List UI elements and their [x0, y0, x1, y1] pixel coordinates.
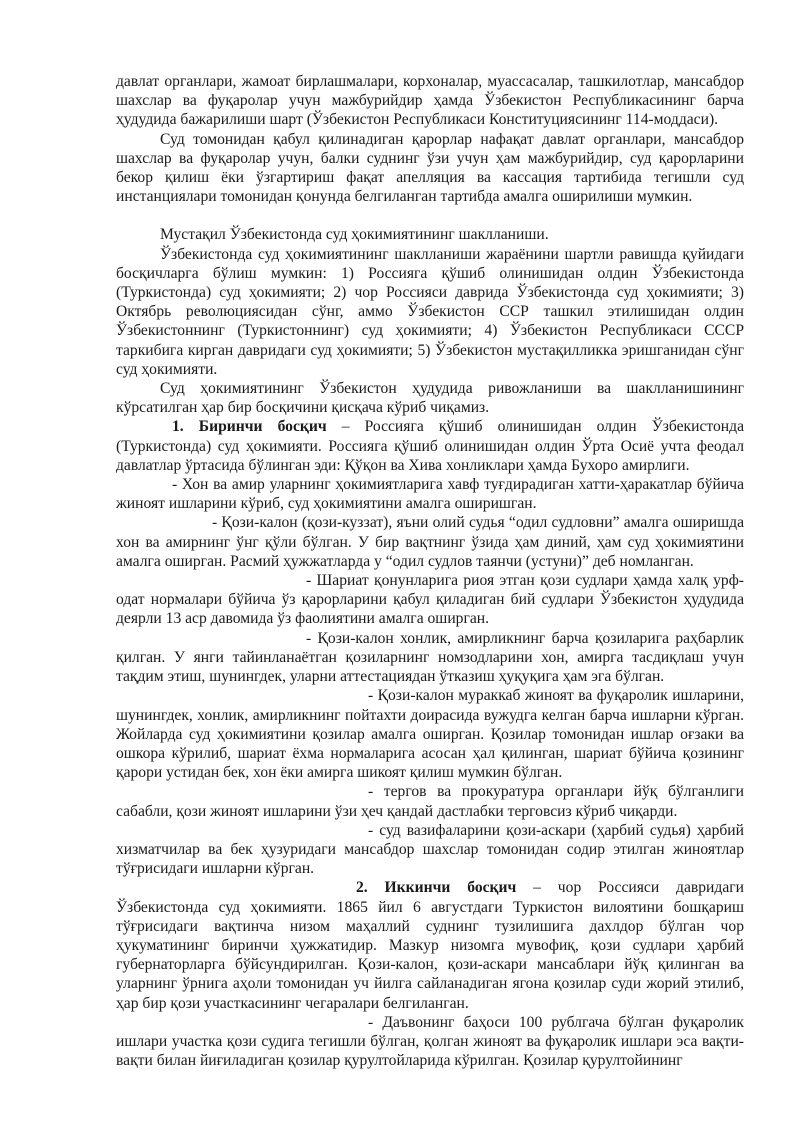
bullet-qozi-kalon-leadership: - Қози-калон хонлик, амирликнинг барча қозиларига раҳбарлик қилган. У янги тайинланаётган қозиларнинг номзодларини хон, амирга тасдиқлаш учун тақдим этиш, шунингдек, уларни аттестациядан ўтказиш ҳуқуқига ҳам эга бўлган.	[116, 629, 744, 686]
bullet-military-judge: - суд вазифаларини қози-аскари (ҳарбий судья) ҳарбий хизматчилар ва бек ҳузуридаги мансабдор шахслар томонидан содир этилган жиноятлар тўғрисидаги ишларни кўрган.	[116, 821, 744, 878]
bullet-investigation: - тергов ва прокуратура органлари йўқ бўлганлиги сабабли, қози жиноят ишларини ўзи ҳеч қандай дастлабки терговсиз кўриб чиқарди.	[116, 783, 744, 820]
bullet-qozi-kalon: - Қози-калон (қози-куззат), яъни олий судья “одил судловни” амалга оширишда хон ва амирнинг ўнг қўли бўлган. У бир вақтнинг ўзида ҳам диний, ҳам суд ҳокимиятини амалга оширган. Расмий ҳужжатларда у “одил судлов таянчи (устуни)” деб номланган.	[116, 514, 744, 570]
paragraph-stages-intro: Суд ҳокимиятининг Ўзбекистон ҳудудида ривожланиши ва шаклланишининг кўрсатилган ҳар бир босқичини қисқача кўриб чиқамиз.	[116, 380, 744, 417]
stage-2-heading: 2. Иккинчи босқич	[356, 879, 517, 897]
stage-1-heading: 1. Биринчи босқич	[172, 418, 327, 436]
bullet-complex-cases: - Қози-калон мураккаб жиноят ва фуқаролик ишларини, шунингдек, хонлик, амирликнинг пойтахти доирасида вужудга келган барча ишларни кўрган. Жойларда суд ҳокимиятини қозилар амалга оширган. Қозилар томонидан ишлар оғзаки ва ошкора кўрилиб, шариат ёхма нормаларига асосан ҳал қилинган, шариат бўйича қозининг қарори устидан бек, хон ёки амирга шикоят қилиш мумкин бўлган.	[116, 687, 744, 782]
bullet-sharia-courts: - Шариат қонунларига риоя этган қози судлари ҳамда халқ урф-одат нормалари бўйича ўз қарорларини қабул қиладиган бий судлари Ўзбекистон ҳудудида деярли 13 аср давомида ўз фаолиятини амалга оширган.	[116, 572, 744, 628]
bullet-khan-emir: - Хон ва амир уларнинг ҳокимиятларига хавф туғдирадиган хатти-ҳаракатлар бўйича жиноят ишларини кўриб, суд ҳокимиятини амалга оширишган.	[116, 476, 744, 513]
paragraph-court-decisions: Суд томонидан қабул қилинадиган қарорлар нафақат давлат органлари, мансабдор шахслар ва фуқаролар учун, балки суднинг ўзи учун ҳам мажбурийдир, суд қарорларини бекор қилиш ёки ўзгартириш фақат апелляция ва кассация тартибида тегишли суд инстанциялари томонидан қонунда белгиланган тартибда амалга оширилиши мумкин.	[116, 130, 744, 206]
paragraph-constitution-ref: давлат органлари, жамоат бирлашмалари, корхоналар, муассасалар, ташкилотлар, мансабдор шахслар ва фуқаролар учун мажбурийдир ҳамда Ўзбекистон Республикасининг барча ҳудудида бажарилиши шарт (Ўзбекистон Республикаси Конституциясининг 114-моддаси).	[116, 73, 744, 129]
paragraph-stages-list: Ўзбекистонда суд ҳокимиятининг шаклланиши жараёнини шартли равишда қуйидаги босқичларга бўлиш мумкин: 1) Россияга қўшиб олинишидан олдин Ўзбекистонда (Туркистонда) суд ҳокимияти; 2) чор Россияси даврида Ўзбекистонда суд ҳокимияти; 3) Октябрь революциясидан сўнг, аммо Ўзбекистон ССР ташкил этилишидан олдин Ўзбекистоннинг (Туркистоннинг) суд ҳокимияти; 4) Ўзбекистон Республикаси СССР таркибига кирган давридаги суд ҳокимияти; 5) Ўзбекистон мустақилликка эришганидан сўнг суд ҳокимияти.	[116, 245, 744, 378]
paragraph-stage-1	[116, 417, 744, 475]
bullet-claim-value: - Даъвонинг баҳоси 100 рублгача бўлган фуқаролик ишлари участка қози судига тегишли бўлган, қолган жиноят ва фуқаролик ишлари эса вақти-вақти билан йиғиладиган қозилар қурултойларида кўрилган. Қозилар қурултойининг	[116, 1013, 744, 1070]
paragraph-stage-2	[116, 878, 744, 1012]
section-heading: Мустақил Ўзбекистонда суд ҳокимиятининг шаклланиши.	[160, 226, 549, 244]
stage-2-text: – чор Россияси давридаги Ўзбекистонда суд ҳокимияти. 1865 йил 6 августдаги Туркистон вилоятини бошқариш тўғрисидаги вақтинча низом маҳаллий суднинг тузилишига дахлдор бўлган чор ҳукуматининг биринчи ҳужжатидир. Мазкур низомга мувофиқ, қози судлари ҳарбий губернаторларга бўйсундирилган. Қози-калон, қози-аскари мансаблари йўқ қилинган ва уларнинг ўрнига аҳоли томонидан уч йилга сайланадиган ягона қозилар суди жорий этилиб, ҳар бир қози участкасининг чегаралари белгиланган.	[116, 879, 744, 1012]
stage-1-text: – Россияга қўшиб олинишидан олдин Ўзбекистонда (Туркистонда) суд ҳокимияти. Россияга қўшиб олинишидан олдин Ўрта Осиё учта феодал давлатлар ўртасида бўлинган эди: Қўқон ва Хива хонликлари ҳамда Бухоро амирлиги.	[116, 418, 745, 474]
